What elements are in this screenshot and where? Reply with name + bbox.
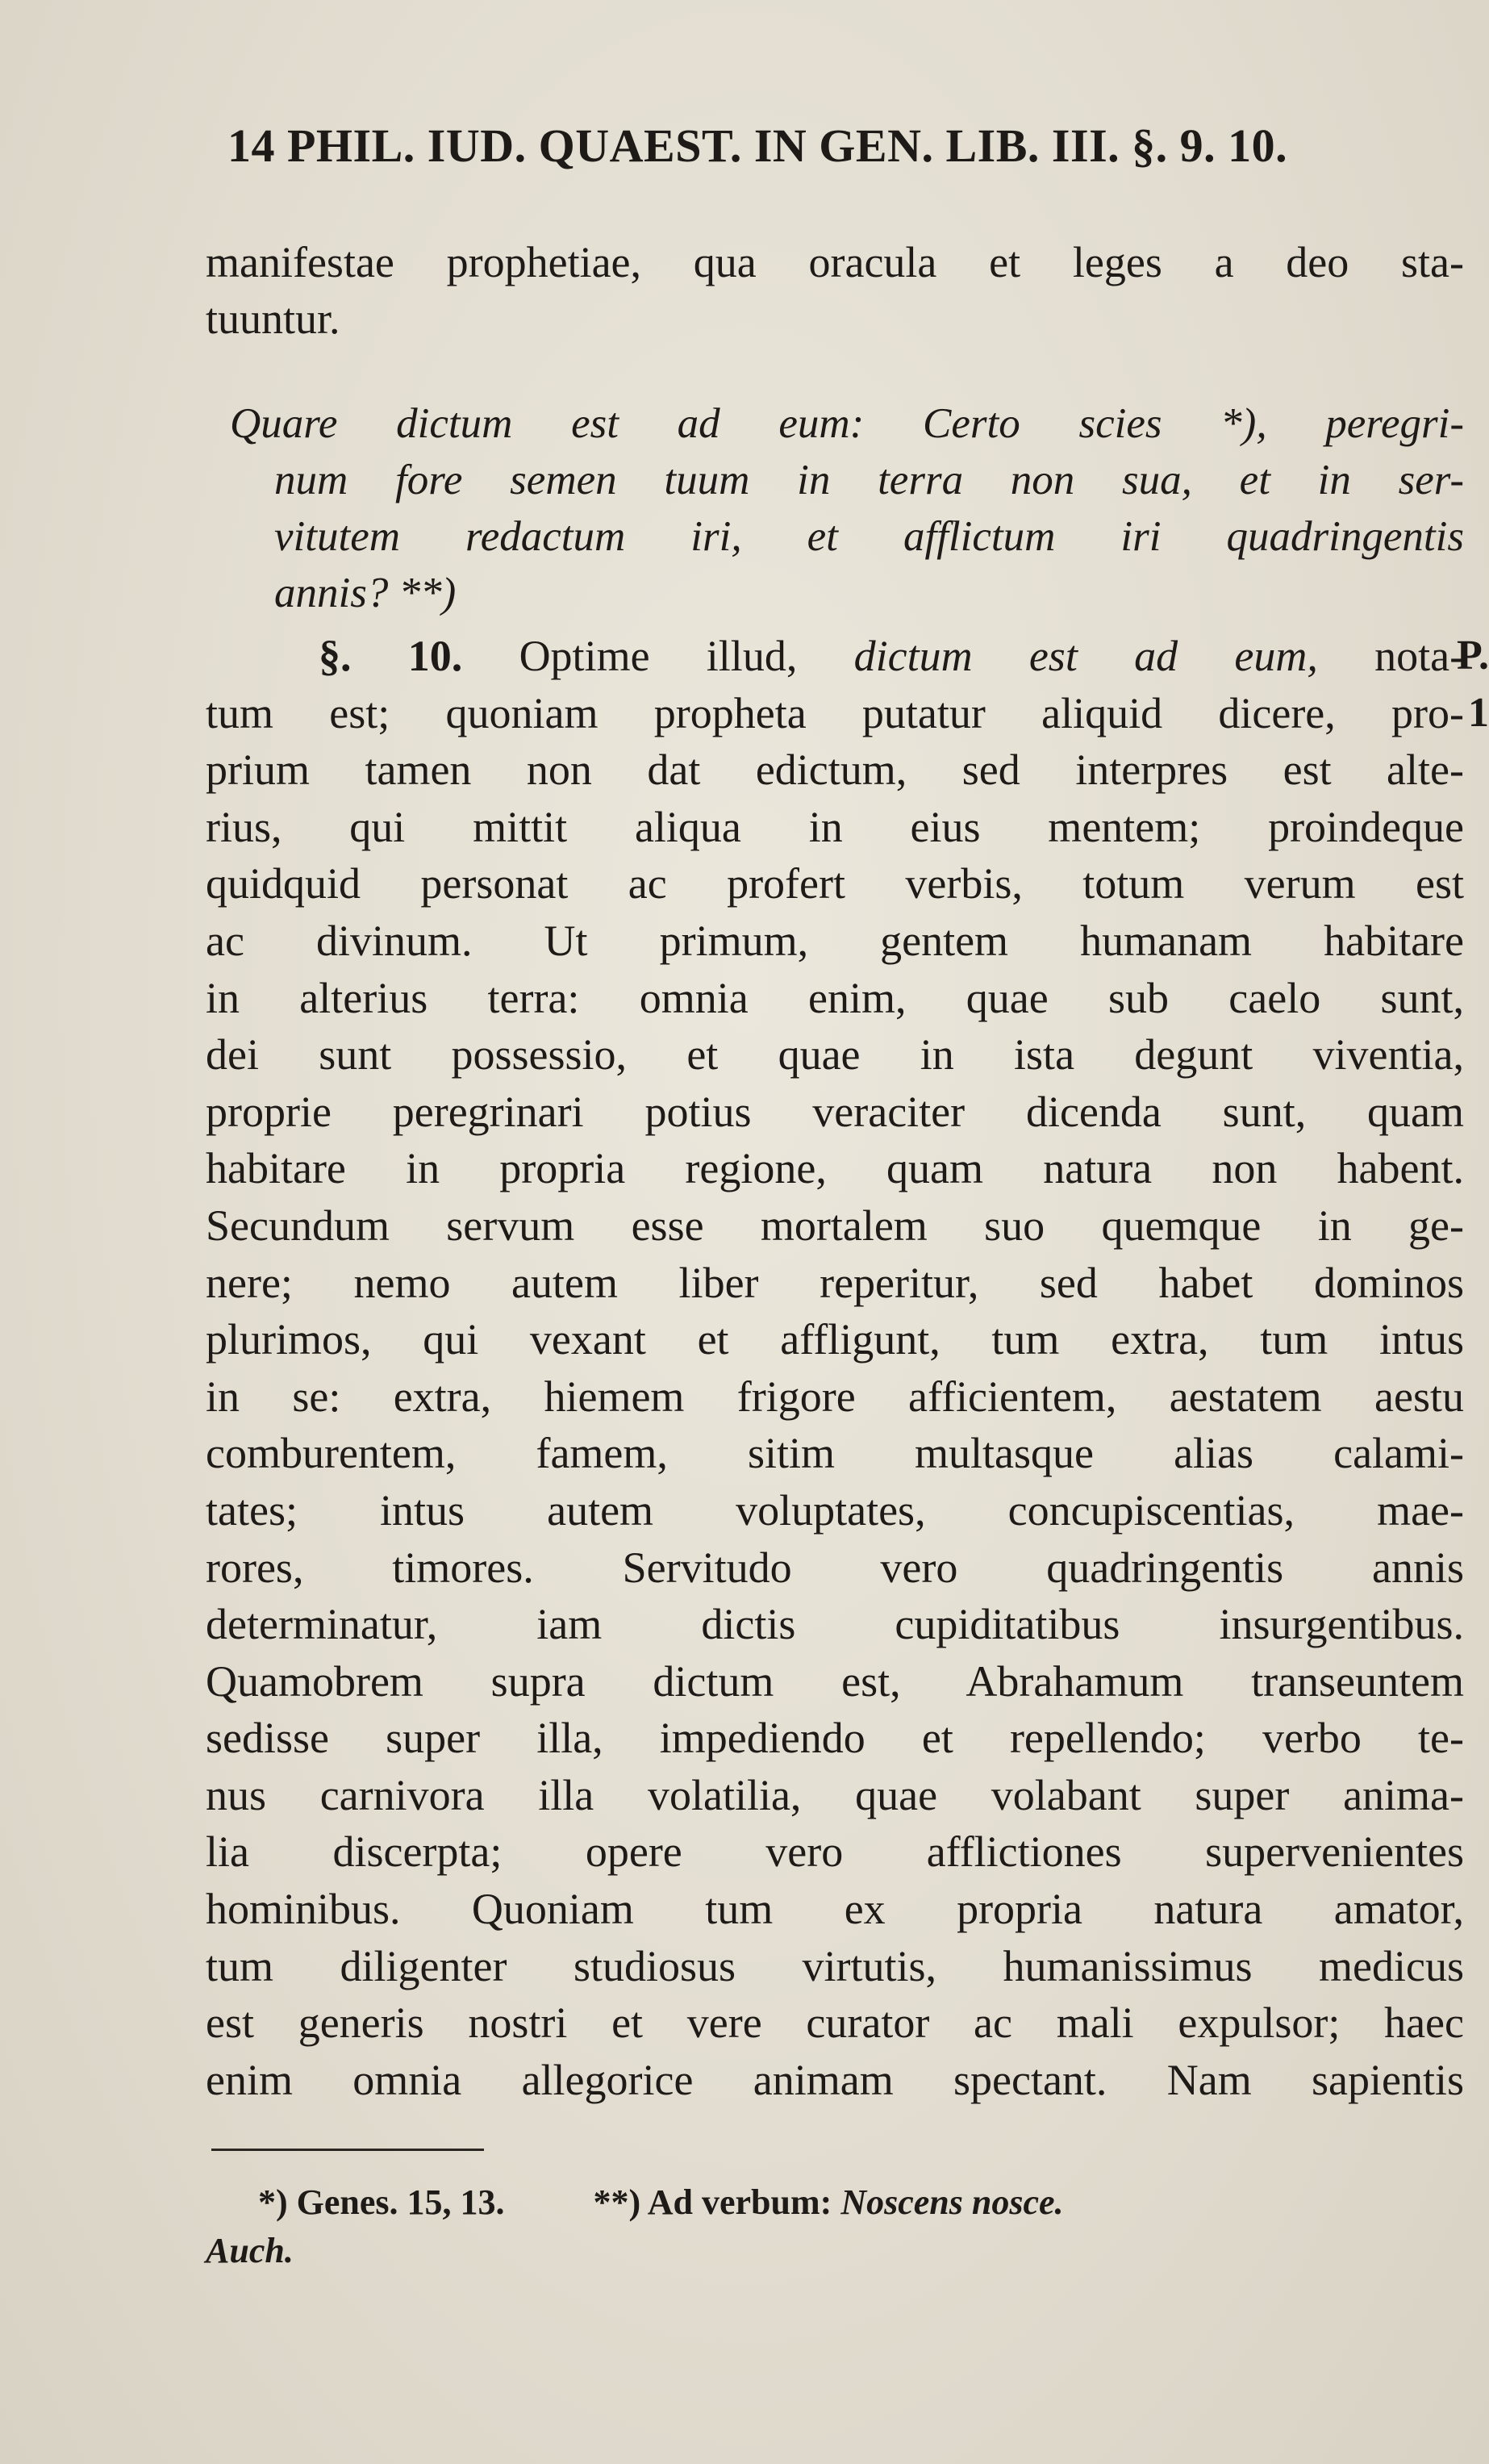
text-line: tuuntur.	[206, 294, 340, 344]
answer-line: nere; nemo autem liber reperitur, sed habet dominos	[206, 1258, 1464, 1307]
footnote-2-italic: Noscens nosce.	[840, 2182, 1064, 2222]
footnote-1: *) Genes. 15, 13.	[258, 2182, 505, 2222]
answer-line: Quamobrem supra dictum est, Abrahamum transeuntem	[206, 1656, 1464, 1706]
answer-line: rius, qui mittit aliqua in eius mentem; proindeque	[206, 802, 1464, 851]
question-line: num fore semen tuum in terra non sua, et in ser-	[274, 457, 1464, 503]
answer-line: in se: extra, hiemem frigore afficientem, aestatem aestu	[206, 1372, 1464, 1421]
footnote-2-continuation: Auch.	[206, 2231, 294, 2270]
question-line: Quare dictum est ad eum: Certo scies *), peregri-	[230, 400, 1464, 447]
answer-line: hominibus. Quoniam tum ex propria natura amator,	[206, 1885, 1464, 1934]
answer-line: rores, timores. Servitudo vero quadringentis annis	[206, 1543, 1464, 1592]
footnote-line	[206, 2178, 1464, 2227]
answer-line: ac divinum. Ut primum, gentem humanam habitare	[206, 916, 1464, 965]
section-number: §. 10.	[319, 632, 463, 680]
answer-line: nus carnivora illa volatilia, quae volabant super anima-	[206, 1770, 1464, 1819]
text-line: manifestae prophetiae, qua oracula et leges a deo sta-	[206, 238, 1464, 286]
margin-note-line: 1	[1468, 689, 1489, 736]
question-line: vitutem redactum iri, et afflictum iri quadringentis	[274, 513, 1464, 560]
answer-paragraph	[206, 628, 1464, 2108]
answer-line: Secundum servum esse mortalem suo quemque in ge-	[206, 1201, 1464, 1250]
answer-line: prium tamen non dat edictum, sed interpres est alte-	[206, 745, 1464, 795]
answer-first-text: Optime illud,	[519, 632, 798, 680]
answer-line: in alterius terra: omnia enim, quae sub caelo sunt,	[206, 973, 1464, 1022]
answer-line: sedisse super illa, impediendo et repellendo; verbo te-	[206, 1714, 1464, 1763]
footnote-2-label: **) Ad verbum:	[593, 2182, 832, 2222]
answer-line: est generis nostri et vere curator ac mali expulsor; haec	[206, 1998, 1464, 2048]
margin-note	[1454, 628, 1489, 741]
answer-line: determinatur, iam dictis cupiditatibus insurgentibus.	[206, 1600, 1464, 1649]
answer-line: habitare in propria regione, quam natura non habent.	[206, 1144, 1464, 1193]
answer-line: proprie peregrinari potius veraciter dicenda sunt, quam	[206, 1087, 1464, 1136]
answer-first-line	[206, 628, 1464, 685]
answer-line: quidquid personat ac profert verbis, totum verum est	[206, 859, 1464, 908]
margin-note-line: P.	[1457, 633, 1489, 679]
answer-first-end: nota-	[1374, 632, 1465, 680]
question-paragraph	[206, 395, 1464, 621]
answer-line: tum est; quoniam propheta putatur aliquid dicere, pro-	[206, 688, 1464, 737]
running-head: 14 PHIL. IUD. QUAEST. IN GEN. LIB. III. §. 9. 10.	[227, 119, 1288, 172]
footnote-rule	[211, 2149, 484, 2151]
answer-line: enim omnia allegorice animam spectant. Nam sapientis	[206, 2055, 1464, 2104]
answer-line: plurimos, qui vexant et affligunt, tum extra, tum intus	[206, 1315, 1464, 1364]
answer-first-italic: dictum est ad eum,	[853, 632, 1318, 680]
answer-line: comburentem, famem, sitim multasque alias calami-	[206, 1429, 1464, 1478]
answer-line: tates; intus autem voluptates, concupiscentias, mae-	[206, 1485, 1464, 1535]
intro-paragraph	[206, 234, 1464, 348]
answer-line: lia discerpta; opere vero afflictiones supervenientes	[206, 1827, 1464, 1877]
question-line: annis? **)	[274, 570, 457, 616]
answer-line: tum diligenter studiosus virtutis, humanissimus medicus	[206, 1941, 1464, 1990]
answer-line: dei sunt possessio, et quae in ista degunt viventia,	[206, 1030, 1464, 1080]
footnotes	[206, 2178, 1464, 2275]
